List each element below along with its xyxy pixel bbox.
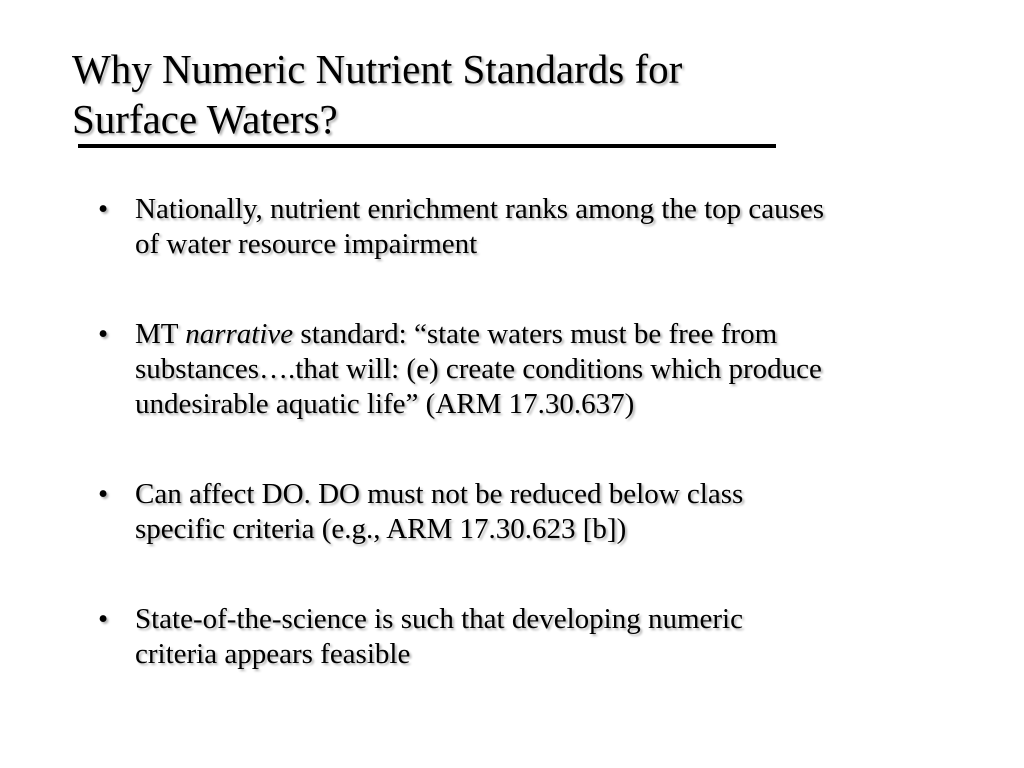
bullet-item-dissolved-oxygen xyxy=(96,477,966,547)
bullet-text-line: Can affect DO. DO must not be reduced below class xyxy=(135,478,744,510)
bullet-icon: • xyxy=(98,603,109,635)
bullet-icon: • xyxy=(98,318,109,350)
bullet-text-emphasis: narrative xyxy=(185,318,294,350)
bullet-item-national-impairment xyxy=(96,192,966,262)
bullet-text-line: substances….that will: (e) create conditions which produce xyxy=(135,353,822,385)
bullet-text-line xyxy=(135,317,966,352)
bullet-text-line: specific criteria (e.g., ARM 17.30.623 [b]) xyxy=(135,513,627,545)
slide-title xyxy=(72,44,792,144)
bullet-text-line: criteria appears feasible xyxy=(135,638,411,670)
bullet-text xyxy=(135,317,966,422)
bullet-icon: • xyxy=(98,193,109,225)
bullet-text xyxy=(135,602,966,672)
bullet-text xyxy=(135,477,966,547)
bullet-text-line: Nationally, nutrient enrichment ranks among the top causes xyxy=(135,193,825,225)
bullet-text xyxy=(135,192,966,262)
bullet-icon: • xyxy=(98,478,109,510)
bullet-item-mt-narrative-standard xyxy=(96,317,966,422)
bullet-text-line: State-of-the-science is such that developing numeric xyxy=(135,603,743,635)
bullet-text-line: undesirable aquatic life” (ARM 17.30.637) xyxy=(135,388,635,420)
bullet-list xyxy=(96,192,966,727)
bullet-text-suffix: standard: “state waters must be free from xyxy=(293,318,778,350)
bullet-text-line: of water resource impairment xyxy=(135,228,478,260)
slide-title-line-2: Surface Waters? xyxy=(72,96,338,142)
slide-title-line-1: Why Numeric Nutrient Standards for xyxy=(72,46,683,92)
bullet-item-state-of-science xyxy=(96,602,966,672)
bullet-text-prefix: MT xyxy=(135,318,186,350)
title-underline xyxy=(78,144,776,148)
